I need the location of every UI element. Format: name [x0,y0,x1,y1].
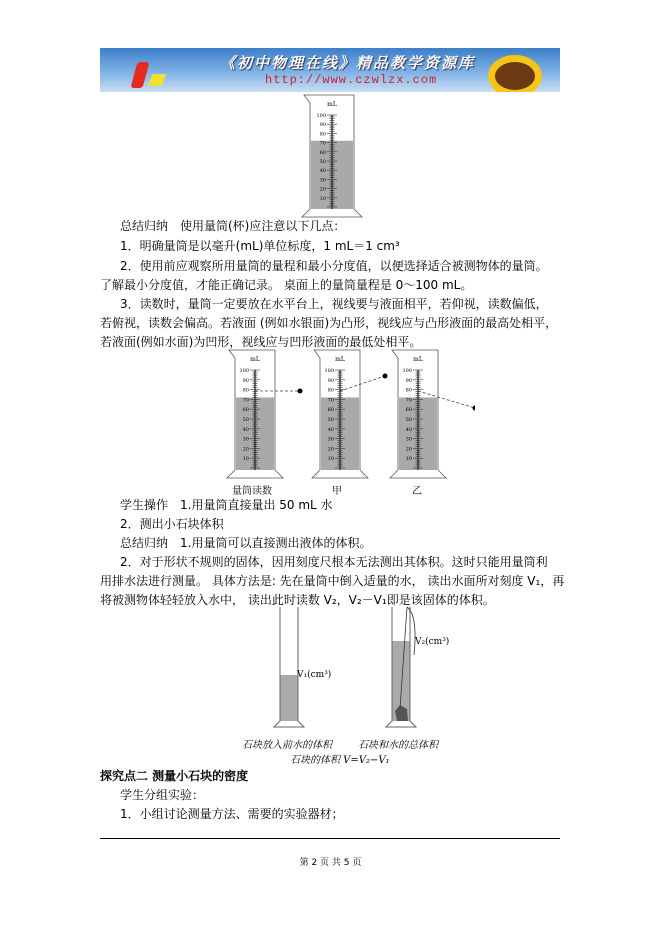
unit-label: mL [250,356,260,363]
tick-label: 20 [319,186,326,193]
tick-label: 90 [319,122,326,129]
tick-label: 70 [327,397,334,404]
unit-label: mL [413,356,423,363]
text-line: 2．测出小石块体积 [120,517,224,531]
unit-label: mL [327,101,337,108]
tick-label: 40 [319,168,326,175]
section-heading: 探究点二 测量小石块的密度 [100,769,249,783]
formula: 石块的体积 V=V₂−V₁ [290,755,390,766]
tick-label: 20 [327,446,334,453]
tick-label: 20 [242,446,249,453]
header-banner [100,48,560,92]
v2-label: V₂(cm³) [415,637,450,647]
text-line: 1．小组讨论测量方法、需要的实验器材； [120,807,344,821]
eye-icon [298,389,303,394]
cylinder-before [274,607,304,727]
eye-icon [383,374,388,379]
tick-label: 10 [319,195,326,202]
tick-label: 90 [327,377,334,384]
tick-label: 80 [242,387,249,394]
caption-reading: 量筒读数 [232,486,272,497]
text-line: 1．明确量筒是以毫升(mL)单位标度，1 mL＝1 cm³ [120,239,400,253]
logo-icon [131,62,150,88]
text-line: 将被测物体轻轻放入水中， 读出此时读数 V₂，V₂－V₁即是该固体的体积。 [100,593,495,607]
text-line: 总结归纳 1.用量筒可以直接测出液体的体积。 [120,536,372,550]
text-line: 了解最小分度值，才能正确记录。 桌面上的量筒量程是 0～100 mL。 [100,278,473,292]
reading-methods-figure [225,348,475,480]
tick-label: 10 [405,456,412,463]
tick-label: 80 [405,387,412,394]
tick-label: 40 [327,426,334,433]
page-number: 第 2 页 共 5 页 [299,858,362,868]
tick-label: 10 [327,456,334,463]
tick-label: 60 [405,407,412,414]
banner-title: 《初中物理在线》精品教学资源库 [220,54,476,72]
caption-after: 石块和水的总体积 [358,740,438,751]
v1-label: V₁(cm³) [297,670,332,680]
tick-label: 50 [242,417,249,423]
tick-label: 100 [402,368,412,374]
text-line: 2．对于形状不规则的固体，因用刻度尺根本无法测出其体积。这时只能用量筒利 [120,555,548,569]
displacement-figure [260,605,460,731]
tick-label: 40 [405,426,412,433]
tick-label: 70 [319,140,326,147]
tick-label: 20 [405,446,412,453]
sunflower-image [495,62,535,90]
tick-label: 100 [239,368,249,374]
tick-label: 40 [242,426,249,433]
tick-label: 60 [319,149,326,156]
tick-label: 50 [405,417,412,423]
tick-label: 80 [319,131,326,138]
tick-label: 30 [327,436,334,443]
tick-label: 50 [327,417,334,423]
tick-label: 70 [405,397,412,404]
text-line: 学生分组实验： [120,788,205,802]
tick-label: 90 [242,377,249,384]
tick-label: 60 [327,407,334,414]
graduated-cylinder [227,350,283,478]
caption-jia: 甲 [332,486,342,497]
text-line: 用排水法进行测量。 具体方法是: 先在量筒中倒入适量的水， 读出水面所对刻度 V₁，再 [100,574,565,588]
tick-label: 100 [316,113,326,119]
caption-before: 石块放入前水的体积 [242,740,332,751]
graduated-cylinder [312,350,368,478]
graduated-cylinder-figure [300,93,365,219]
banner-url[interactable]: http://www.czwlzx.com [265,73,438,87]
text-line: 2．使用前应观察所用量筒的量程和最小分度值，以便选择适合被测物体的量筒。 [120,259,548,273]
footer-divider [100,838,560,839]
tick-label: 30 [319,177,326,184]
tick-label: 90 [405,377,412,384]
tick-label: 30 [405,436,412,443]
tick-label: 50 [319,159,326,165]
text-line: 学生操作 1.用量筒直接量出 50 mL 水 [120,498,333,512]
tick-label: 80 [327,387,334,394]
caption-yi: 乙 [412,486,422,497]
text-line: 若液面(例如水面)为凹形，视线应与凹形液面的最低处相平。 [100,335,422,349]
unit-label: mL [335,356,345,363]
text-line: 3．读数时，量筒一定要放在水平台上，视线要与液面相平，若仰视，读数偏低， [120,297,548,311]
tick-label: 100 [324,368,334,374]
sight-line [340,376,385,391]
text-line: 若俯视，读数会偏高。若液面 (例如水银面)为凸形，视线应与凸形液面的最高处相平， [100,316,558,330]
tick-label: 70 [242,397,249,404]
tick-label: 10 [242,456,249,463]
text-line: 总结归纳 使用量筒(杯)应注意以下几点： [120,219,346,233]
logo-icon-accent [148,74,166,86]
graduated-cylinder [390,350,446,478]
graduated-cylinder [302,95,362,217]
tick-label: 60 [242,407,249,414]
cylinder-after [386,607,416,727]
eye-icon [473,406,476,411]
tick-label: 30 [242,436,249,443]
